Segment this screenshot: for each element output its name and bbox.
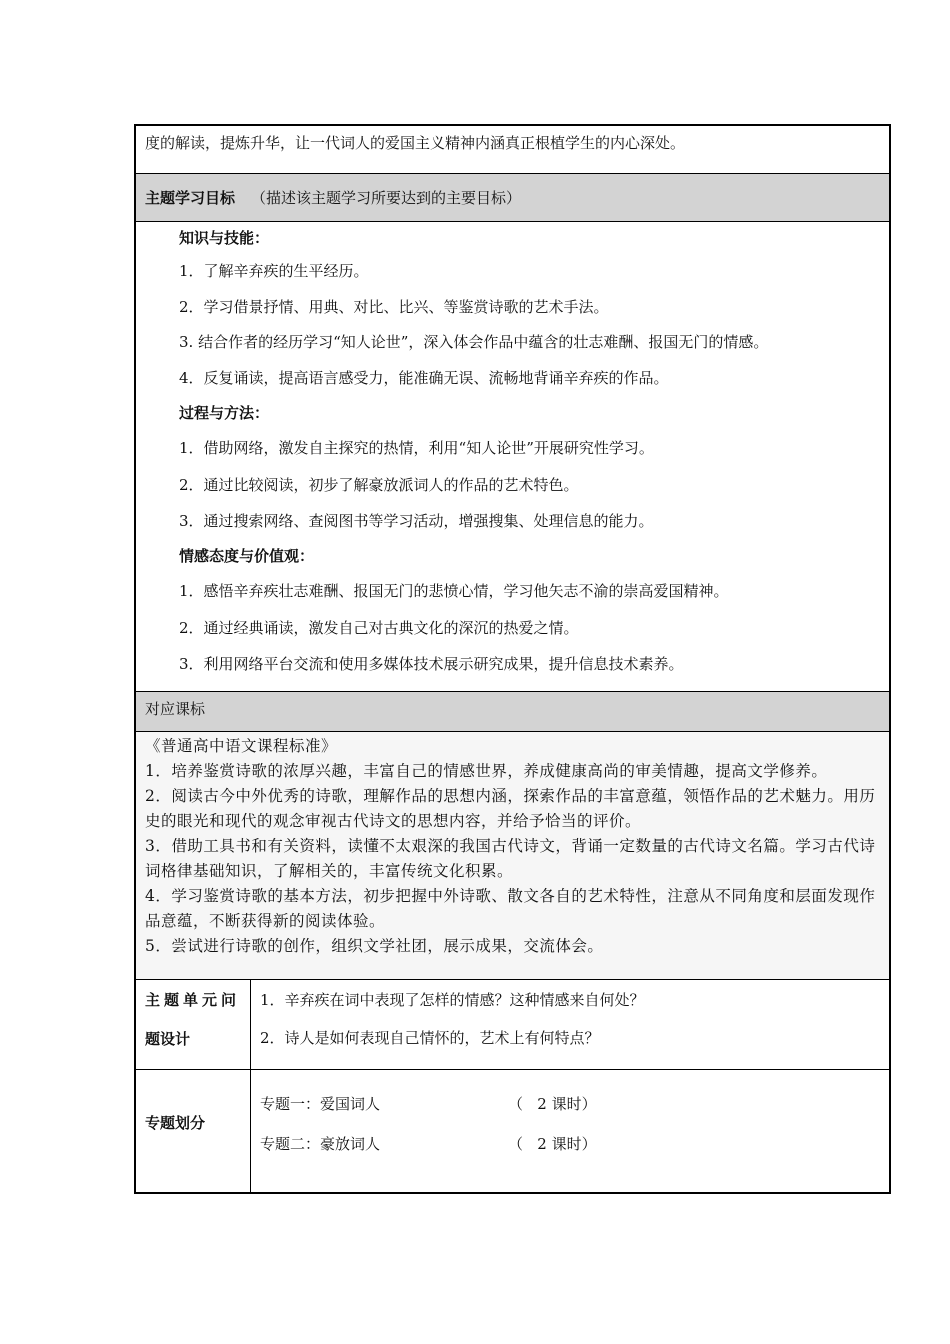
topics-label-cell <box>136 1070 251 1192</box>
goals-header-note: （描述该主题学习所要达到的主要目标） <box>251 189 522 207</box>
topic-hours: （ 2 课时） <box>508 1135 597 1153</box>
questions-content-cell <box>251 980 889 1069</box>
standards-item: 4．学习鉴赏诗歌的基本方法，初步把握中外诗歌、散文各自的艺术特性，注意从不同角度和层面发现作品意蕴，不断获得新的阅读体验。 <box>145 887 876 930</box>
process-item: 2．通过比较阅读，初步了解豪放派词人的作品的艺术特色。 <box>179 476 579 494</box>
topics-content-cell <box>251 1070 889 1192</box>
topic-name: 专题二：豪放词人 <box>260 1135 381 1153</box>
goals-header-title: 主题学习目标 <box>145 189 236 207</box>
questions-row <box>136 980 889 1070</box>
knowledge-item: 4．反复诵读，提高语言感受力，能准确无误、流畅地背诵辛弃疾的作品。 <box>179 369 669 387</box>
process-item: 1．借助网络，激发自主探究的热情，利用“知人论世”开展研究性学习。 <box>179 439 654 457</box>
emotion-heading: 情感态度与价值观： <box>179 547 315 565</box>
question-item: 1．辛弃疾在词中表现了怎样的情感？这种情感来自何处？ <box>260 991 645 1009</box>
goals-section <box>136 222 889 692</box>
standards-item: 5．尝试进行诗歌的创作，组织文学社团，展示成果，交流体会。 <box>145 937 604 955</box>
goals-header-row <box>136 174 889 222</box>
questions-label-line2: 题设计 <box>145 1030 191 1048</box>
intro-continuation-text: 度的解读，提炼升华，让一代词人的爱国主义精神内涵真正根植学生的内心深处。 <box>145 134 686 152</box>
emotion-item: 1．感悟辛弃疾壮志难酬、报国无门的悲愤心情，学习他矢志不渝的崇高爱国精神。 <box>179 582 729 600</box>
knowledge-item: 1．了解辛弃疾的生平经历。 <box>179 262 369 280</box>
standards-header-row <box>136 692 889 732</box>
knowledge-heading: 知识与技能： <box>179 229 270 247</box>
topic-hours: （ 2 课时） <box>508 1095 597 1113</box>
emotion-item: 3．利用网络平台交流和使用多媒体技术展示研究成果，提升信息技术素养。 <box>179 655 684 673</box>
standards-item: 1．培养鉴赏诗歌的浓厚兴趣，丰富自己的情感世界，养成健康高尚的审美情趣，提高文学修养。 <box>145 762 828 780</box>
standards-title: 《普通高中语文课程标准》 <box>145 737 338 755</box>
question-item: 2．诗人是如何表现自己情怀的，艺术上有何特点？ <box>260 1029 600 1047</box>
knowledge-item: 3. 结合作者的经历学习“知人论世”，深入体会作品中蕴含的壮志难酬、报国无门的情感。 <box>179 333 769 351</box>
standards-item: 3．借助工具书和有关资料，读懂不太艰深的我国古代诗文，背诵一定数量的古代诗文名篇。学习古代诗词格律基础知识，了解相关的，丰富传统文化积累。 <box>145 837 876 880</box>
topics-label: 专题划分 <box>145 1114 206 1132</box>
lesson-plan-table <box>134 124 891 1194</box>
emotion-item: 2．通过经典诵读，激发自己对古典文化的深沉的热爱之情。 <box>179 619 579 637</box>
intro-continuation-row <box>136 126 889 174</box>
standards-item: 2．阅读古今中外优秀的诗歌，理解作品的思想内涵，探索作品的丰富意蕴，领悟作品的艺术魅力。用历史的眼光和现代的观念审视古代诗文的思想内容，并给予恰当的评价。 <box>145 787 876 830</box>
process-heading: 过程与方法： <box>179 404 270 422</box>
questions-label-cell <box>136 980 251 1069</box>
knowledge-item: 2．学习借景抒情、用典、对比、比兴、等鉴赏诗歌的艺术手法。 <box>179 298 609 316</box>
topic-name: 专题一：爱国词人 <box>260 1095 381 1113</box>
standards-header-text: 对应课标 <box>145 700 206 718</box>
process-item: 3．通过搜索网络、查阅图书等学习活动，增强搜集、处理信息的能力。 <box>179 512 654 530</box>
questions-label-line1: 主题单元问 <box>145 991 241 1009</box>
standards-section <box>136 732 889 980</box>
topics-row <box>136 1070 889 1192</box>
